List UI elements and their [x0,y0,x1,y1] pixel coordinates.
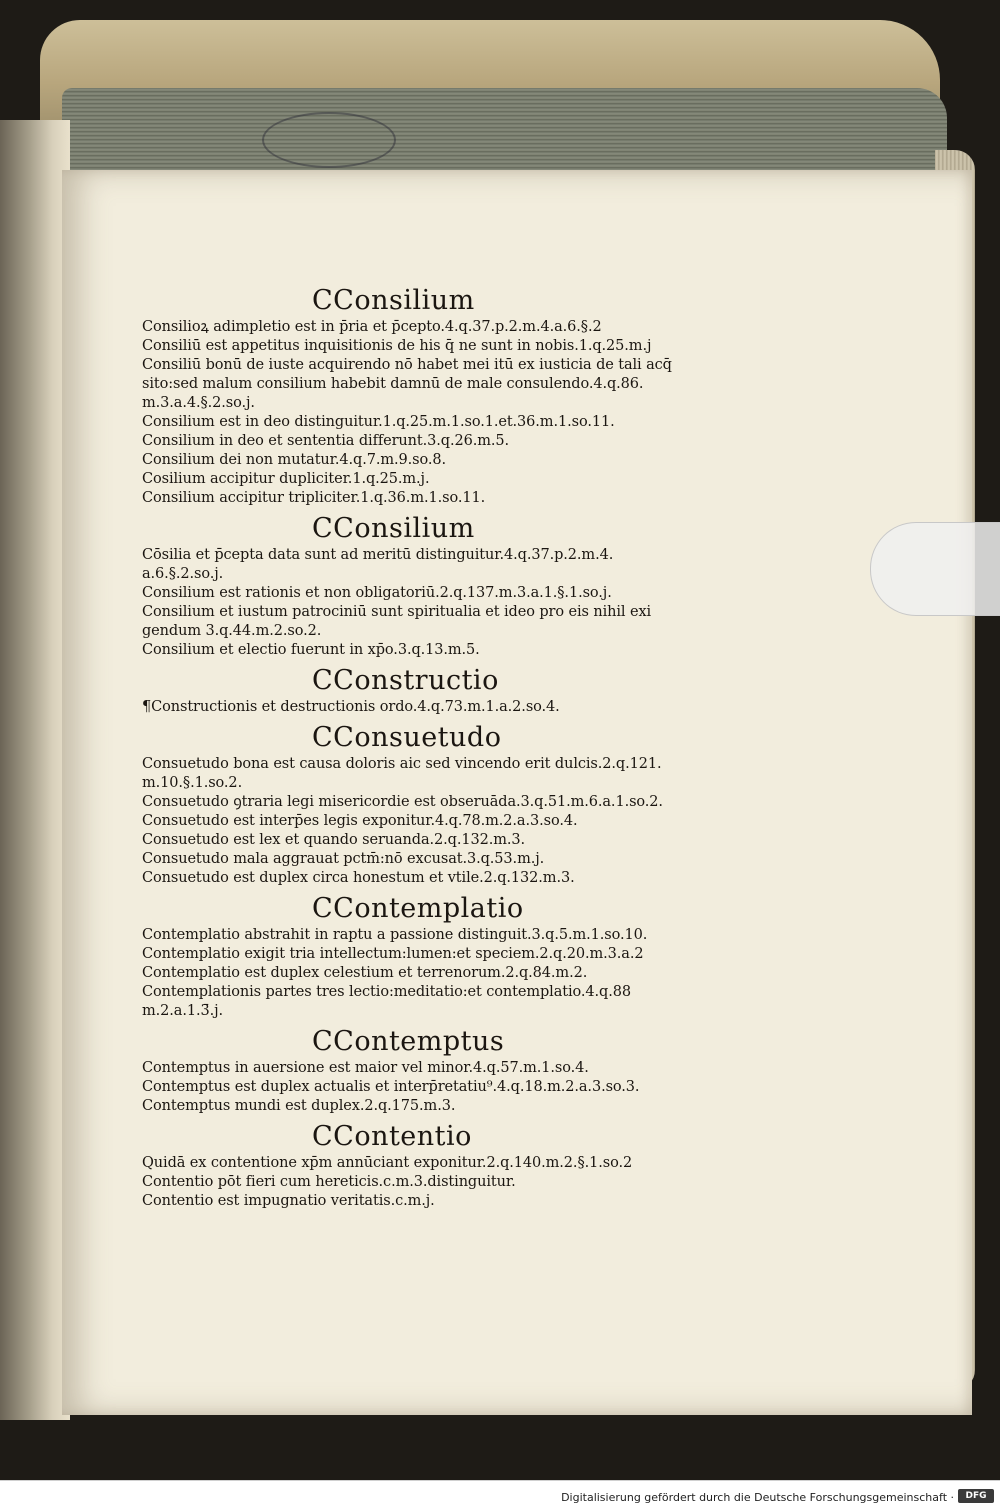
index-entry: Consuetudo mala aggrauat pctm̄:nō excusat.3.q.53.m.j. [142,851,545,867]
facing-page-left [0,120,70,1420]
index-entry: a.6.§.2.so.j. [142,566,224,582]
index-entry: Contemptus mundi est duplex.2.q.175.m.3. [142,1098,456,1114]
index-entry: Consilioꝝ adimpletio est in p̄ria et p̄cepto.4.q.37.p.2.m.4.a.6.§.2 [142,319,602,335]
section-heading: CConsilium [312,513,475,544]
index-entry: Contemplationis partes tres lectio:meditatio:et contemplatio.4.q.88 [142,984,631,1000]
index-entry: Contemplatio abstrahit in raptu a passione distinguit.3.q.5.m.1.so.10. [142,927,648,943]
index-entry: Consiliū bonū de iuste acquirendo nō habet mei itū ex iusticia de tali acq̄ [142,357,672,373]
index-entry: Consilium accipitur tripliciter.1.q.36.m.1.so.11. [142,490,486,506]
page-tab-marker [870,522,1000,616]
dfg-logo: DFG [958,1489,994,1503]
index-entry: Consuetudo est duplex circa honestum et vtile.2.q.132.m.3. [142,870,575,886]
index-entry: Consuetudo est interp̄es legis exponitur.4.q.78.m.2.a.3.so.4. [142,813,578,829]
index-entry: Contentio pōt fieri cum hereticis.c.m.3.distinguitur. [142,1174,516,1190]
index-entry: sito:sed malum consilium habebit damnū de male consulendo.4.q.86. [142,376,644,392]
footer-bar [0,1480,1000,1511]
section-heading: CConsuetudo [312,722,502,753]
index-entry: Consuetudo est lex et quando seruanda.2.q.132.m.3. [142,832,526,848]
index-entry: Consuetudo bona est causa doloris aic sed vincendo erit dulcis.2.q.121. [142,756,662,772]
index-entry: m.3.a.4.§.2.so.j. [142,395,255,411]
index-entry: Consilium in deo et sententia differunt.3.q.26.m.5. [142,433,510,449]
index-entry: Consuetudo ꝯtraria legi misericordie est obseruāda.3.q.51.m.6.a.1.so.2. [142,794,663,810]
section-heading: CConstructio [312,665,499,696]
index-entry: Contemplatio exigit tria intellectum:lumen:et speciem.2.q.20.m.3.a.2 [142,946,644,962]
funding-notice: Digitalisierung gefördert durch die Deutsche Forschungsgemeinschaft · [561,1491,954,1504]
index-entry: Contemplatio est duplex celestium et terrenorum.2.q.84.m.2. [142,965,588,981]
section-heading: CContentio [312,1121,472,1152]
index-entry: m.10.§.1.so.2. [142,775,243,791]
index-entry: Consilium et electio fuerunt in xp̄o.3.q.13.m.5. [142,642,480,658]
index-entry: Consilium et iustum patrociniū sunt spiritualia et ideo pro eis nihil exi [142,604,652,620]
index-entry: Contemptus est duplex actualis et interp̄retatiu⁹.4.q.18.m.2.a.3.so.3. [142,1079,640,1095]
index-entry: Consilium est in deo distinguitur.1.q.25.m.1.so.1.et.36.m.1.so.11. [142,414,615,430]
index-entry: Consilium dei non mutatur.4.q.7.m.9.so.8. [142,452,447,468]
index-text-block [142,280,792,1211]
section-heading: CContemplatio [312,893,524,924]
index-entry: Cōsilia et p̄cepta data sunt ad meritū distinguitur.4.q.37.p.2.m.4. [142,547,614,563]
index-entry: gendum 3.q.44.m.2.so.2. [142,623,322,639]
index-entry: Contentio est impugnatio veritatis.c.m.j. [142,1193,435,1209]
index-entry: Consilium est rationis et non obligatoriū.2.q.137.m.3.a.1.§.1.so.j. [142,585,612,601]
library-stamp [262,112,396,168]
index-entry: Consiliū est appetitus inquisitionis de his q̄ ne sunt in nobis.1.q.25.m.j [142,338,652,354]
index-entry: m.2.a.1.3̄.j. [142,1003,224,1019]
section-heading: CContemptus [312,1026,505,1057]
index-entry: Contemptus in auersione est maior vel minor.4.q.57.m.1.so.4. [142,1060,589,1076]
index-entry: Cosilium accipitur dupliciter.1.q.25.m.j. [142,471,430,487]
index-entry: Quidā ex contentione xp̄m annūciant exponitur.2.q.140.m.2.§.1.so.2 [142,1155,633,1171]
index-entry: ¶Constructionis et destructionis ordo.4.q.73.m.1.a.2.so.4. [142,699,560,715]
section-heading: CConsilium [312,285,475,316]
